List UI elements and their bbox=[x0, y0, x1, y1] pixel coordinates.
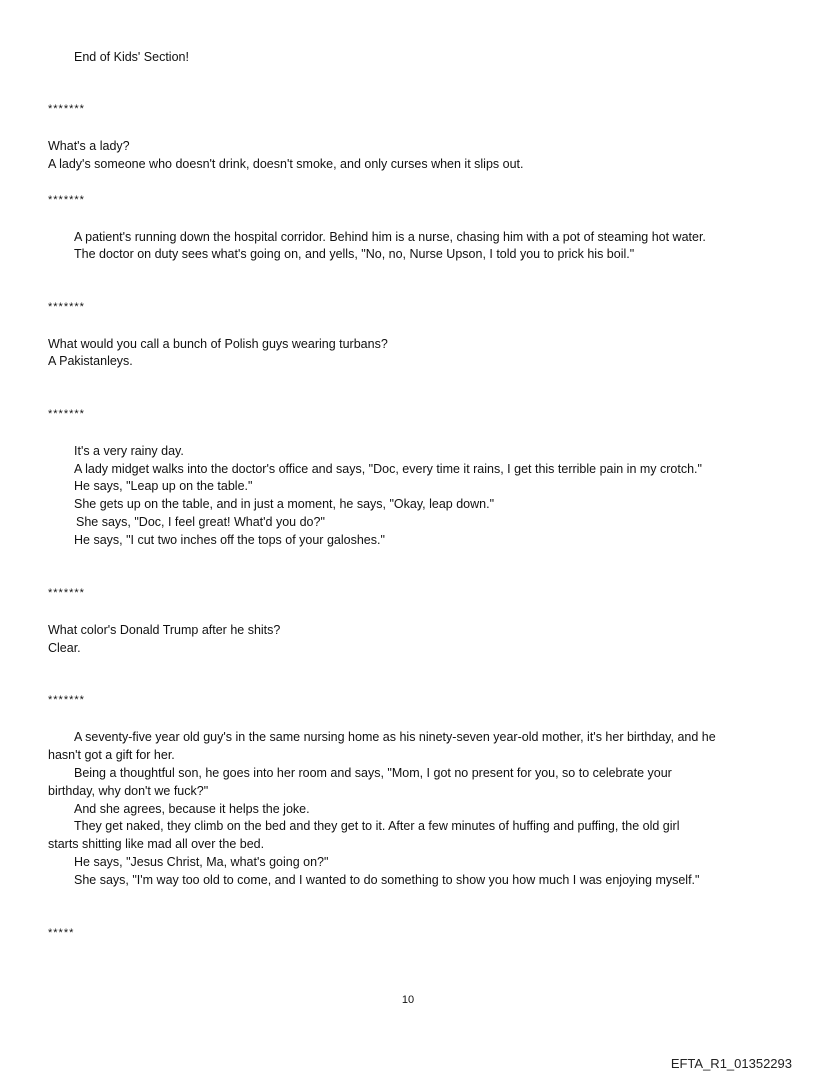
page-number: 10 bbox=[401, 994, 415, 1006]
joke-line: She gets up on the table, and in just a moment, he says, "Okay, leap down." bbox=[74, 497, 495, 511]
joke-answer: A Pakistanleys. bbox=[48, 354, 133, 368]
joke-line: A seventy-five year old guy's in the same nursing home as his ninety-seven year-old mother, it's her birthday, and he bbox=[74, 730, 716, 744]
joke-line: birthday, why don't we fuck?" bbox=[48, 784, 209, 798]
joke-line: He says, "Leap up on the table." bbox=[74, 479, 253, 493]
section-end-heading: End of Kids' Section! bbox=[74, 50, 189, 64]
joke-question: What would you call a bunch of Polish guys wearing turbans? bbox=[48, 337, 388, 351]
separator: ******* bbox=[48, 694, 85, 706]
joke-question: What color's Donald Trump after he shits? bbox=[48, 623, 281, 637]
joke-line: A lady midget walks into the doctor's office and says, "Doc, every time it rains, I get this terrible pain in my crotch." bbox=[74, 462, 702, 476]
separator: ******* bbox=[48, 408, 85, 420]
separator: ******* bbox=[48, 301, 85, 313]
separator: ******* bbox=[48, 587, 85, 599]
joke-line: A patient's running down the hospital corridor. Behind him is a nurse, chasing him with a pot of steaming hot water. bbox=[74, 230, 706, 244]
joke-question: What's a lady? bbox=[48, 139, 130, 153]
separator: ******* bbox=[48, 103, 85, 115]
joke-line: The doctor on duty sees what's going on, and yells, "No, no, Nurse Upson, I told you to prick his boil." bbox=[74, 247, 635, 261]
separator: ******* bbox=[48, 194, 85, 206]
joke-line: She says, "Doc, I feel great! What'd you do?" bbox=[76, 515, 325, 529]
joke-answer: A lady's someone who doesn't drink, doesn't smoke, and only curses when it slips out. bbox=[48, 157, 524, 171]
joke-line: They get naked, they climb on the bed and they get to it. After a few minutes of huffing and puffing, the old girl bbox=[74, 819, 680, 833]
document-id: EFTA_R1_01352293 bbox=[670, 1056, 792, 1071]
joke-line: hasn't got a gift for her. bbox=[48, 748, 175, 762]
joke-line: She says, "I'm way too old to come, and I wanted to do something to show you how much I was enjoying myself." bbox=[74, 873, 700, 887]
joke-line: It's a very rainy day. bbox=[74, 444, 184, 458]
joke-line: He says, "I cut two inches off the tops of your galoshes." bbox=[74, 533, 385, 547]
joke-line: Being a thoughtful son, he goes into her room and says, "Mom, I got no present for you, so to celebrate your bbox=[74, 766, 672, 780]
joke-line: He says, "Jesus Christ, Ma, what's going on?" bbox=[74, 855, 329, 869]
separator: ***** bbox=[48, 927, 75, 939]
joke-line: starts shitting like mad all over the bed. bbox=[48, 837, 265, 851]
joke-answer: Clear. bbox=[48, 641, 81, 655]
joke-line: And she agrees, because it helps the joke. bbox=[74, 802, 310, 816]
